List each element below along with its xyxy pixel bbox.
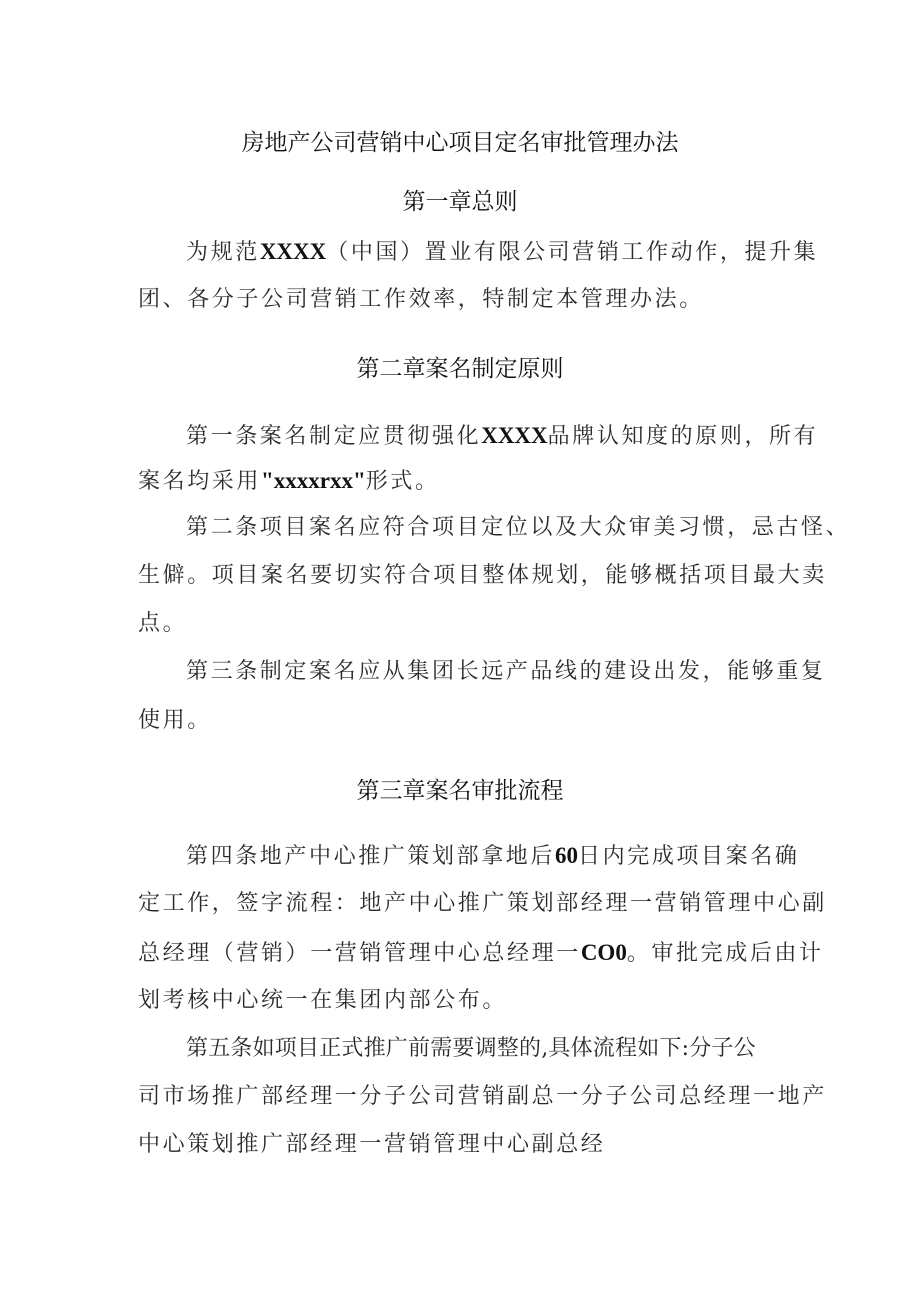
- article-4-line-3: 总经理（营销）一营销管理中心总经理一CO0。审批完成后由计: [138, 940, 824, 966]
- coo-label: CO0: [580, 940, 627, 965]
- article-3-line-2: 使用。: [138, 708, 212, 733]
- article-4-line-1: 第四条地产中心推广策划部拿地后60日内完成项目案名确: [186, 843, 800, 869]
- article-4-line-2: 定工作，签字流程：地产中心推广策划部经理一营销管理中心副: [138, 891, 827, 916]
- chapter-3-heading: 第三章案名审批流程: [356, 778, 564, 804]
- brand-placeholder: XXXX: [481, 423, 548, 448]
- chapter-2-heading: 第二章案名制定原则: [356, 356, 564, 382]
- article-2-line-1: 第二条项目案名应符合项目定位以及大众审美习惯，忌古怪、: [186, 515, 851, 540]
- days-count: 60: [555, 843, 579, 868]
- document-title: 房地产公司营销中心项目定名审批管理办法: [241, 130, 679, 156]
- company-placeholder: XXXX: [259, 239, 327, 264]
- chapter-1-heading: 第一章总则: [402, 189, 518, 215]
- article-5-line-2: 司市场推广部经理一分子公司营销副总一分子公司总经理一地产: [138, 1084, 827, 1109]
- article-1-line-1: 第一条案名制定应贯彻强化XXXX品牌认知度的原则，所有: [186, 423, 819, 449]
- article-2-line-2: 生僻。项目案名要切实符合项目整体规划，能够概括项目最大卖: [138, 563, 827, 588]
- article-4-line-4: 划考核中心统一在集团内部公布。: [138, 988, 508, 1013]
- chapter-1-paragraph-line-1: 为规范XXXX（中国）置业有限公司营销工作动作，提升集: [186, 239, 819, 265]
- article-1-line-2: 案名均采用"xxxxrxx"形式。: [138, 468, 440, 494]
- article-5-line-1: 第五条如项目正式推广前需要调整的,具体流程如下:分子公: [186, 1036, 756, 1061]
- article-5-line-3: 中心策划推广部经理一营销管理中心副总经: [138, 1132, 606, 1157]
- article-3-line-1: 第三条制定案名应从集团长远产品线的建设出发，能够重复: [186, 659, 826, 684]
- article-2-line-3: 点。: [138, 611, 188, 636]
- name-format: "xxxxrxx": [261, 468, 366, 493]
- chapter-1-paragraph-line-2: 团、各分子公司营销工作效率，特制定本管理办法。: [138, 287, 704, 312]
